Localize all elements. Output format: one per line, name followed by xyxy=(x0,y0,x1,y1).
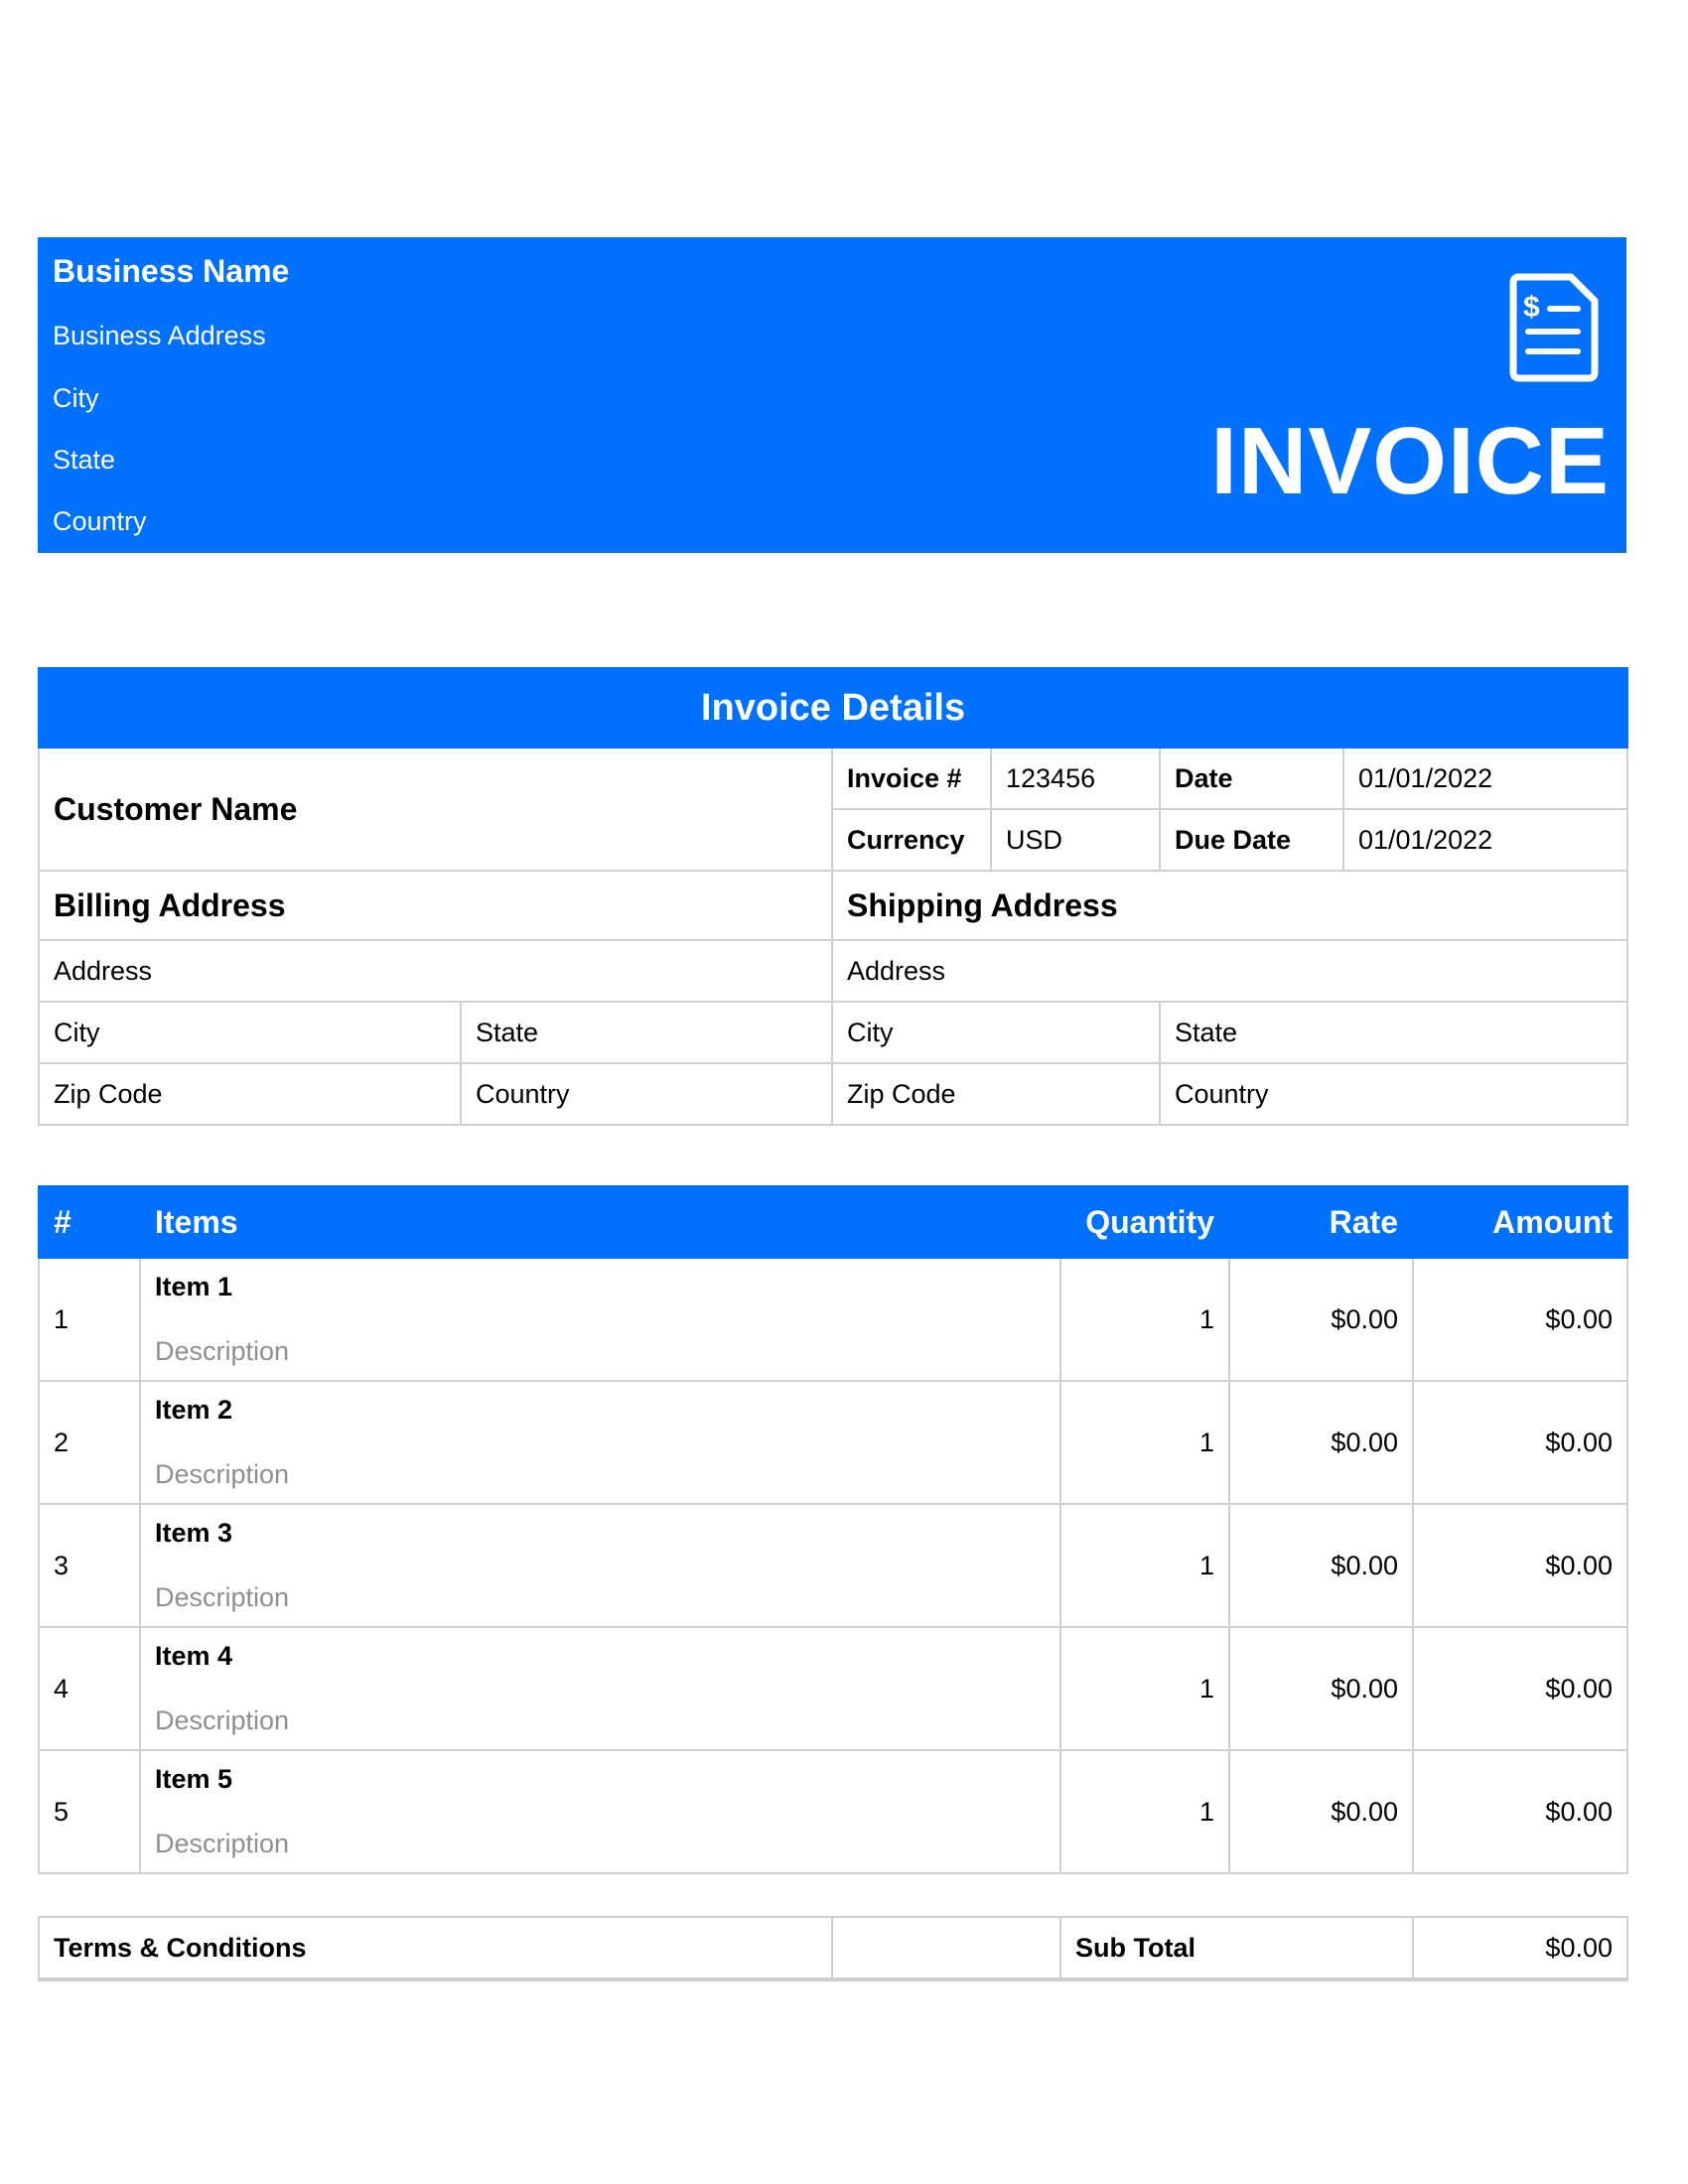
subtotal-label: Sub Total xyxy=(1060,1917,1413,1979)
subtotal-value: $0.00 xyxy=(1413,1917,1627,1979)
date-value: 01/01/2022 xyxy=(1343,748,1627,809)
invoice-details-title: Invoice Details xyxy=(39,668,1627,748)
item-number: 4 xyxy=(39,1627,140,1750)
invoice-number-label: Invoice # xyxy=(832,748,991,809)
invoice-document-icon xyxy=(1509,273,1599,382)
table-row xyxy=(39,1258,1627,1381)
items-header-quantity: Quantity xyxy=(1060,1186,1229,1258)
customer-name: Customer Name xyxy=(39,748,832,871)
item-amount: $0.00 xyxy=(1413,1504,1627,1627)
item-description: Description xyxy=(155,1459,290,1489)
billing-address-title: Billing Address xyxy=(39,871,832,940)
item-number: 2 xyxy=(39,1381,140,1504)
item-quantity: 1 xyxy=(1060,1750,1229,1873)
items-header-items: Items xyxy=(140,1186,1060,1258)
business-country: Country xyxy=(53,506,147,536)
billing-city: City xyxy=(39,1002,461,1063)
shipping-state: State xyxy=(1160,1002,1627,1063)
date-label: Date xyxy=(1160,748,1343,809)
terms-and-conditions-label: Terms & Conditions xyxy=(39,1917,832,1979)
items-table xyxy=(38,1185,1628,1874)
currency-label: Currency xyxy=(832,809,991,871)
shipping-address: Address xyxy=(832,940,1627,1002)
due-date-label: Due Date xyxy=(1160,809,1343,871)
item-number: 1 xyxy=(39,1258,140,1381)
invoice-title: INVOICE xyxy=(1210,408,1610,514)
invoice-details-table xyxy=(38,667,1628,1126)
shipping-country: Country xyxy=(1160,1063,1627,1125)
business-name: Business Name xyxy=(53,253,290,289)
item-description: Description xyxy=(155,1829,290,1858)
item-rate: $0.00 xyxy=(1229,1750,1413,1873)
items-header-num: # xyxy=(39,1186,140,1258)
billing-address: Address xyxy=(39,940,832,1002)
business-address: Business Address xyxy=(53,321,266,350)
item-amount: $0.00 xyxy=(1413,1627,1627,1750)
items-header-rate: Rate xyxy=(1229,1186,1413,1258)
item-name: Item 4 xyxy=(155,1641,233,1671)
table-row xyxy=(39,1381,1627,1504)
invoice-details-title-row xyxy=(39,668,1627,748)
item-name: Item 5 xyxy=(155,1764,233,1794)
item-description: Description xyxy=(155,1582,290,1612)
item-quantity: 1 xyxy=(1060,1381,1229,1504)
currency-value: USD xyxy=(991,809,1160,871)
billing-country: Country xyxy=(461,1063,832,1125)
item-name: Item 3 xyxy=(155,1518,233,1548)
business-city: City xyxy=(53,383,99,413)
item-description: Description xyxy=(155,1706,290,1735)
due-date-value: 01/01/2022 xyxy=(1343,809,1627,871)
table-row xyxy=(39,1627,1627,1750)
billing-state: State xyxy=(461,1002,832,1063)
item-amount: $0.00 xyxy=(1413,1381,1627,1504)
invoice-number-value: 123456 xyxy=(991,748,1160,809)
items-header-row xyxy=(39,1186,1627,1258)
table-row xyxy=(39,1750,1627,1873)
item-quantity: 1 xyxy=(1060,1504,1229,1627)
item-number: 5 xyxy=(39,1750,140,1873)
items-header-amount: Amount xyxy=(1413,1186,1627,1258)
item-amount: $0.00 xyxy=(1413,1750,1627,1873)
billing-zip: Zip Code xyxy=(39,1063,461,1125)
shipping-address-title: Shipping Address xyxy=(832,871,1627,940)
item-rate: $0.00 xyxy=(1229,1504,1413,1627)
item-rate: $0.00 xyxy=(1229,1381,1413,1504)
item-description: Description xyxy=(155,1336,290,1366)
item-name: Item 1 xyxy=(155,1272,233,1301)
shipping-zip: Zip Code xyxy=(832,1063,1160,1125)
item-name: Item 2 xyxy=(155,1395,233,1425)
item-quantity: 1 xyxy=(1060,1258,1229,1381)
shipping-city: City xyxy=(832,1002,1160,1063)
item-rate: $0.00 xyxy=(1229,1258,1413,1381)
business-state: State xyxy=(53,445,116,475)
terms-and-conditions-value xyxy=(832,1917,1060,1979)
svg-text:$: $ xyxy=(1523,291,1540,324)
item-number: 3 xyxy=(39,1504,140,1627)
invoice-header-banner xyxy=(38,237,1626,553)
totals-table xyxy=(38,1916,1628,1981)
item-amount: $0.00 xyxy=(1413,1258,1627,1381)
table-row xyxy=(39,1504,1627,1627)
item-rate: $0.00 xyxy=(1229,1627,1413,1750)
item-quantity: 1 xyxy=(1060,1627,1229,1750)
